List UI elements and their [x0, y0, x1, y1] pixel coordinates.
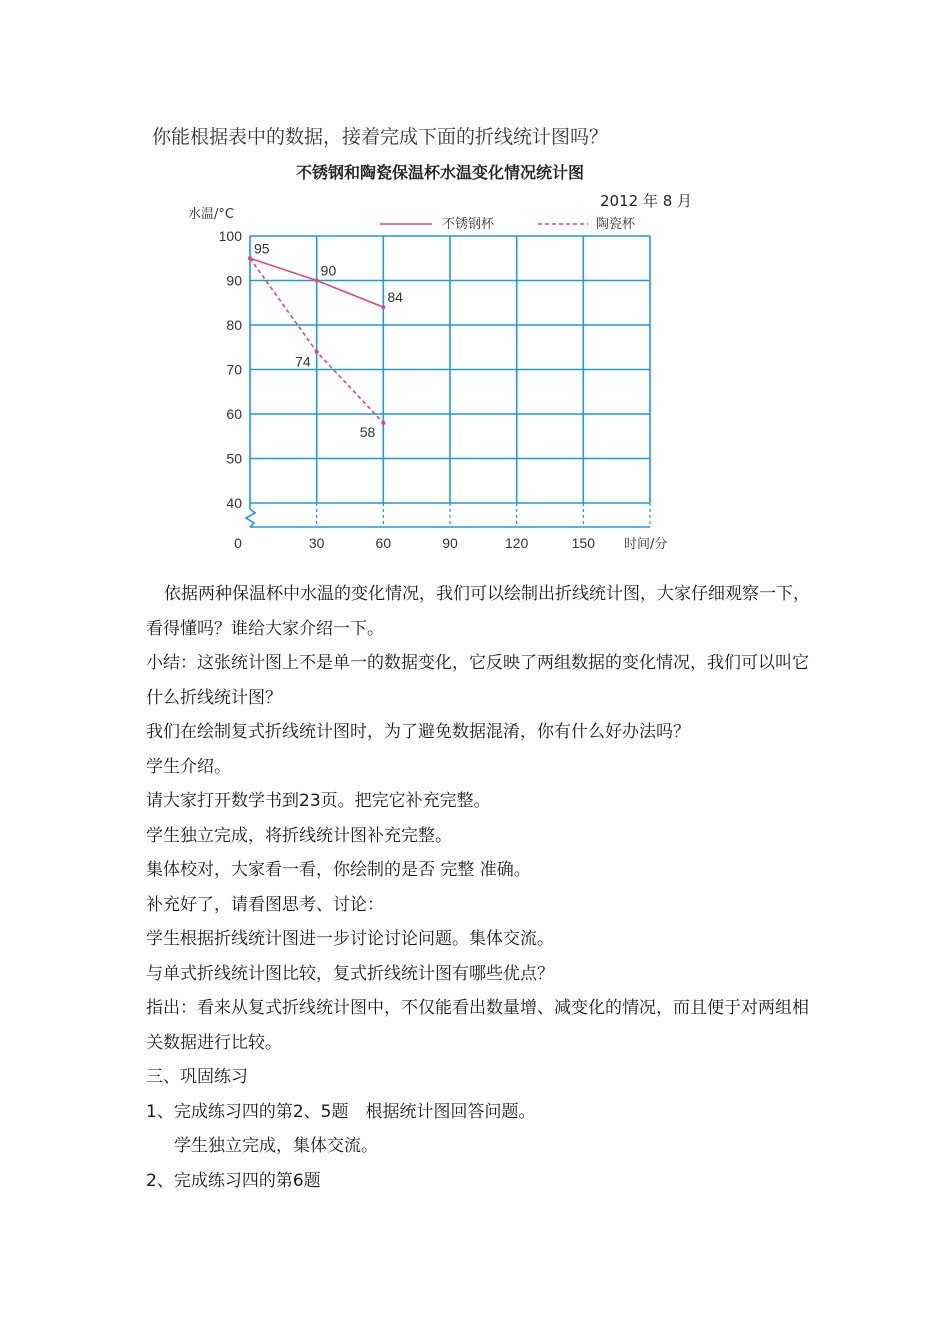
data-point: [315, 350, 319, 354]
y-tick-label: 100: [218, 228, 242, 244]
chart-date: 2012 年 8 月: [600, 192, 693, 210]
data-label: 95: [254, 240, 270, 257]
paragraph: 学生独立完成，将折线统计图补充完整。: [146, 825, 452, 846]
data-label: 90: [320, 262, 337, 279]
axis-break-icon: [246, 503, 255, 527]
y-tick-label: 70: [226, 361, 242, 378]
question-heading: 你能根据表中的数据，接着完成下面的折线统计图吗？: [152, 126, 609, 148]
data-label: 74: [295, 353, 311, 370]
paragraph: 指出：看来从复式折线统计图中，不仅能看出数量增、减变化的情况，而且便于对两组相关数据进行比较。: [146, 998, 809, 1053]
legend-label-ceramic: 陶瓷杯: [596, 217, 636, 232]
y-tick-label: 40: [226, 495, 242, 511]
line-chart: [180, 200, 720, 560]
data-point: [381, 421, 385, 425]
x-tick-label: 150: [571, 535, 596, 551]
paragraph: 补充好了，请看图思考、讨论：: [146, 894, 384, 915]
lesson-text: [146, 577, 816, 1198]
x-axis-title: 时间/分: [624, 537, 668, 552]
paragraph: 学生独立完成，集体交流。: [174, 1136, 378, 1156]
y-tick-label: 90: [226, 272, 242, 289]
paragraph: 与单式折线统计图比较，复式折线统计图有哪些优点？: [146, 963, 554, 984]
paragraph: 1、完成练习四的第2、5题 根据统计图回答问题。: [146, 1101, 536, 1122]
x-tick-label: 0: [234, 535, 242, 551]
legend-label-stainless: 不锈钢杯: [442, 217, 495, 232]
x-tick-label: 60: [375, 535, 392, 551]
paragraph: 集体校对，大家看一看，你绘制的是否 完整 准确。: [146, 860, 531, 880]
paragraph: 请大家打开数学书到23页。把完它补充完整。: [146, 791, 491, 811]
paragraph: 2、完成练习四的第6题: [146, 1170, 321, 1191]
x-tick-label: 90: [442, 535, 458, 551]
y-tick-label: 80: [226, 317, 242, 333]
paragraph: 学生根据折线统计图进一步讨论讨论问题。集体交流。: [146, 929, 554, 949]
data-point: [248, 256, 252, 260]
paragraph: 三、巩固练习: [146, 1067, 248, 1087]
paragraph: 我们在绘制复式折线统计图时，为了避免数据混淆，你有什么好办法吗？: [146, 722, 690, 742]
x-tick-label: 120: [504, 535, 529, 551]
paragraph: 小结：这张统计图上不是单一的数据变化，它反映了两组数据的变化情况，我们可以叫它什么折线统计图？: [146, 653, 809, 708]
y-axis-title: 水温/°C: [188, 207, 234, 222]
data-label: 58: [359, 423, 376, 440]
chart-title: 不锈钢和陶瓷保温杯水温变化情况统计图: [295, 163, 584, 182]
paragraph: 学生介绍。: [146, 756, 231, 777]
y-tick-label: 50: [226, 450, 242, 467]
x-tick-label: 30: [308, 535, 325, 551]
data-point: [381, 305, 385, 309]
data-label: 84: [387, 289, 403, 306]
data-point: [315, 279, 319, 283]
y-tick-label: 60: [226, 406, 242, 422]
paragraph: 依据两种保温杯中水温的变化情况，我们可以绘制出折线统计图，大家仔细观察一下，看得懂吗？谁给大家介绍一下。: [146, 584, 810, 639]
